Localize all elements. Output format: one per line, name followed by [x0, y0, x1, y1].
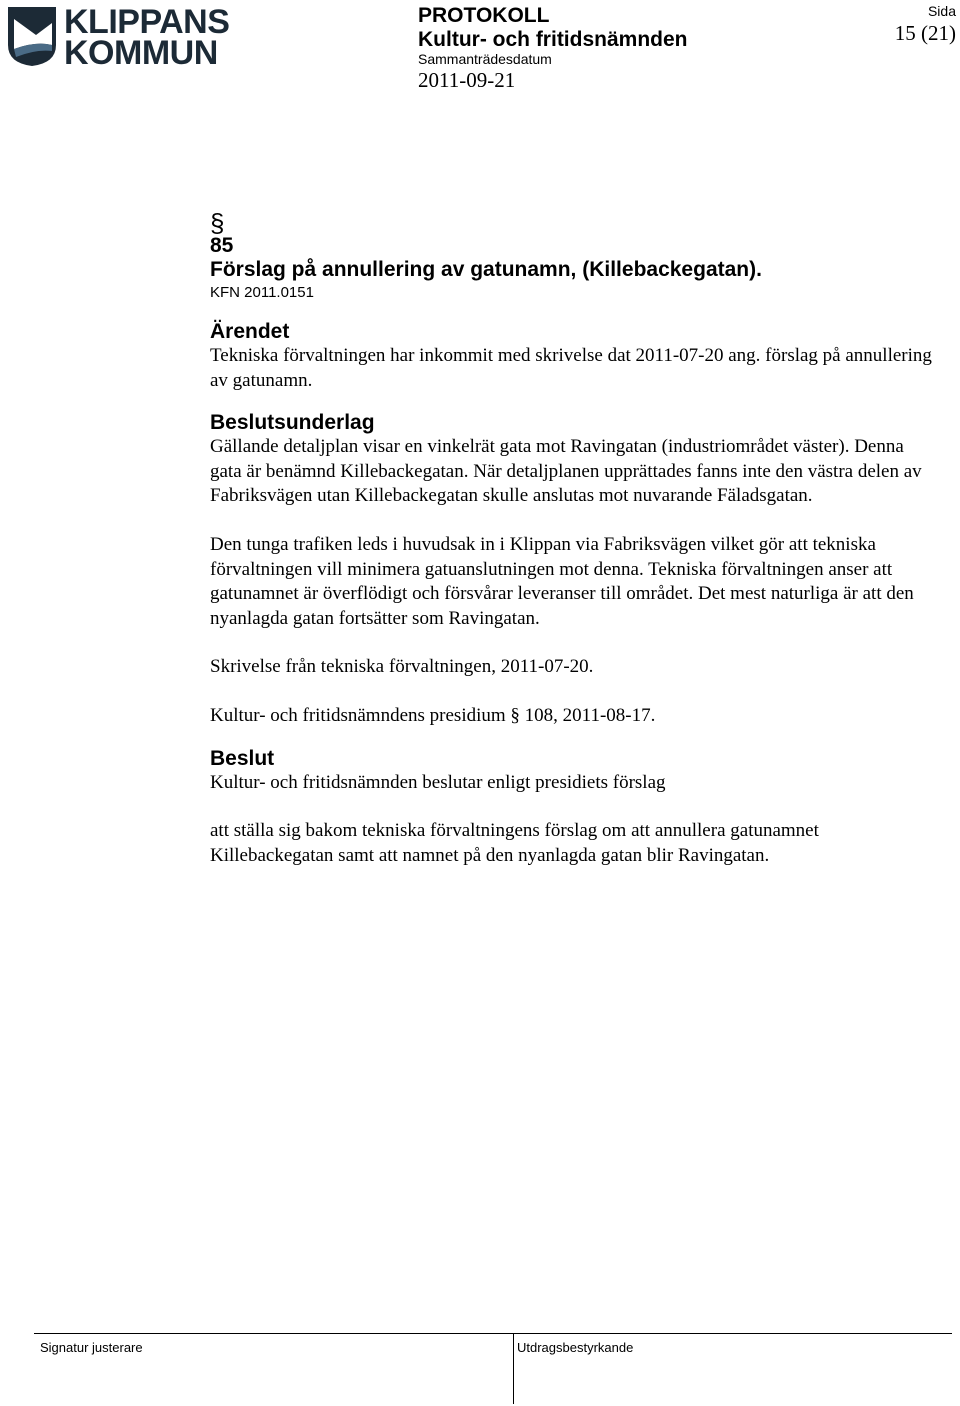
beslut-heading: Beslut: [210, 746, 275, 770]
footer-column-divider: [513, 1333, 514, 1404]
arendet-text: Tekniska förvaltningen har inkommit med skrivelse dat 2011-07-20 ang. förslag på annullering av gatunamn.: [210, 345, 932, 391]
item-reference: KFN 2011.0151: [210, 284, 314, 301]
logo-text-line1: KLIPPANS: [64, 3, 230, 41]
item-number: 85: [210, 234, 234, 257]
klippans-kommun-logo: [6, 3, 230, 72]
underlag-paragraph-2: Den tunga trafiken leds i huvudsak in i Klippan via Fabriksvägen vilket gör att tekniska förvaltningen vill minimera gatuanslutningen mot denna. Tekniska förvaltningen anser att gatunamnet är överflödigt och försvårar leveranser till området. Det mest naturliga är att den nyanlagda gatan fortsätter som Ravingatan.: [210, 533, 914, 629]
protocol-item: [210, 208, 940, 868]
board-name: Kultur- och fritidsnämnden: [418, 28, 688, 51]
section-sign: §: [210, 208, 225, 238]
beslut-paragraph-2: att ställa sig bakom tekniska förvaltningens förslag om att annullera gatunamnet Killebackegatan samt att namnet på den nyanlagda gatan blir Ravingatan.: [210, 820, 819, 866]
utdragsbestyrkande-label: Utdragsbestyrkande: [517, 1340, 634, 1355]
document-type: PROTOKOLL: [418, 4, 550, 27]
underlag-paragraph-1: Gällande detaljplan visar en vinkelrät gata mot Ravingatan (industriområdet väster). Denna gata är benämnd Killebackegatan. När detaljplanen upprättades fanns inte den västra delen av Fabriksvägen utan Killebackegatan skulle anslutas mot nuvarande Fäladsgatan.: [210, 436, 922, 507]
footer-divider: [34, 1333, 952, 1334]
underlag-paragraph-3: Skrivelse från tekniska förvaltningen, 2011-07-20.: [210, 656, 594, 678]
beslut-paragraph-1: Kultur- och fritidsnämnden beslutar enligt presidiets förslag: [210, 771, 666, 793]
logo-text-line2: KOMMUN: [64, 34, 218, 72]
page-label: Sida: [927, 3, 956, 19]
meeting-date: 2011-09-21: [418, 68, 516, 92]
beslutsunderlag-heading: Beslutsunderlag: [210, 411, 375, 435]
municipal-shield-icon: [6, 5, 58, 67]
underlag-paragraph-4: Kultur- och fritidsnämndens presidium § 108, 2011-08-17.: [210, 704, 656, 726]
arendet-heading: Ärendet: [210, 320, 290, 343]
item-title: Förslag på annullering av gatunamn, (Killebackegatan).: [210, 258, 762, 281]
page-number: 15 (21): [894, 21, 956, 45]
signature-justerare-label: Signatur justerare: [40, 1340, 143, 1355]
meeting-date-label: Sammanträdesdatum: [418, 51, 552, 67]
